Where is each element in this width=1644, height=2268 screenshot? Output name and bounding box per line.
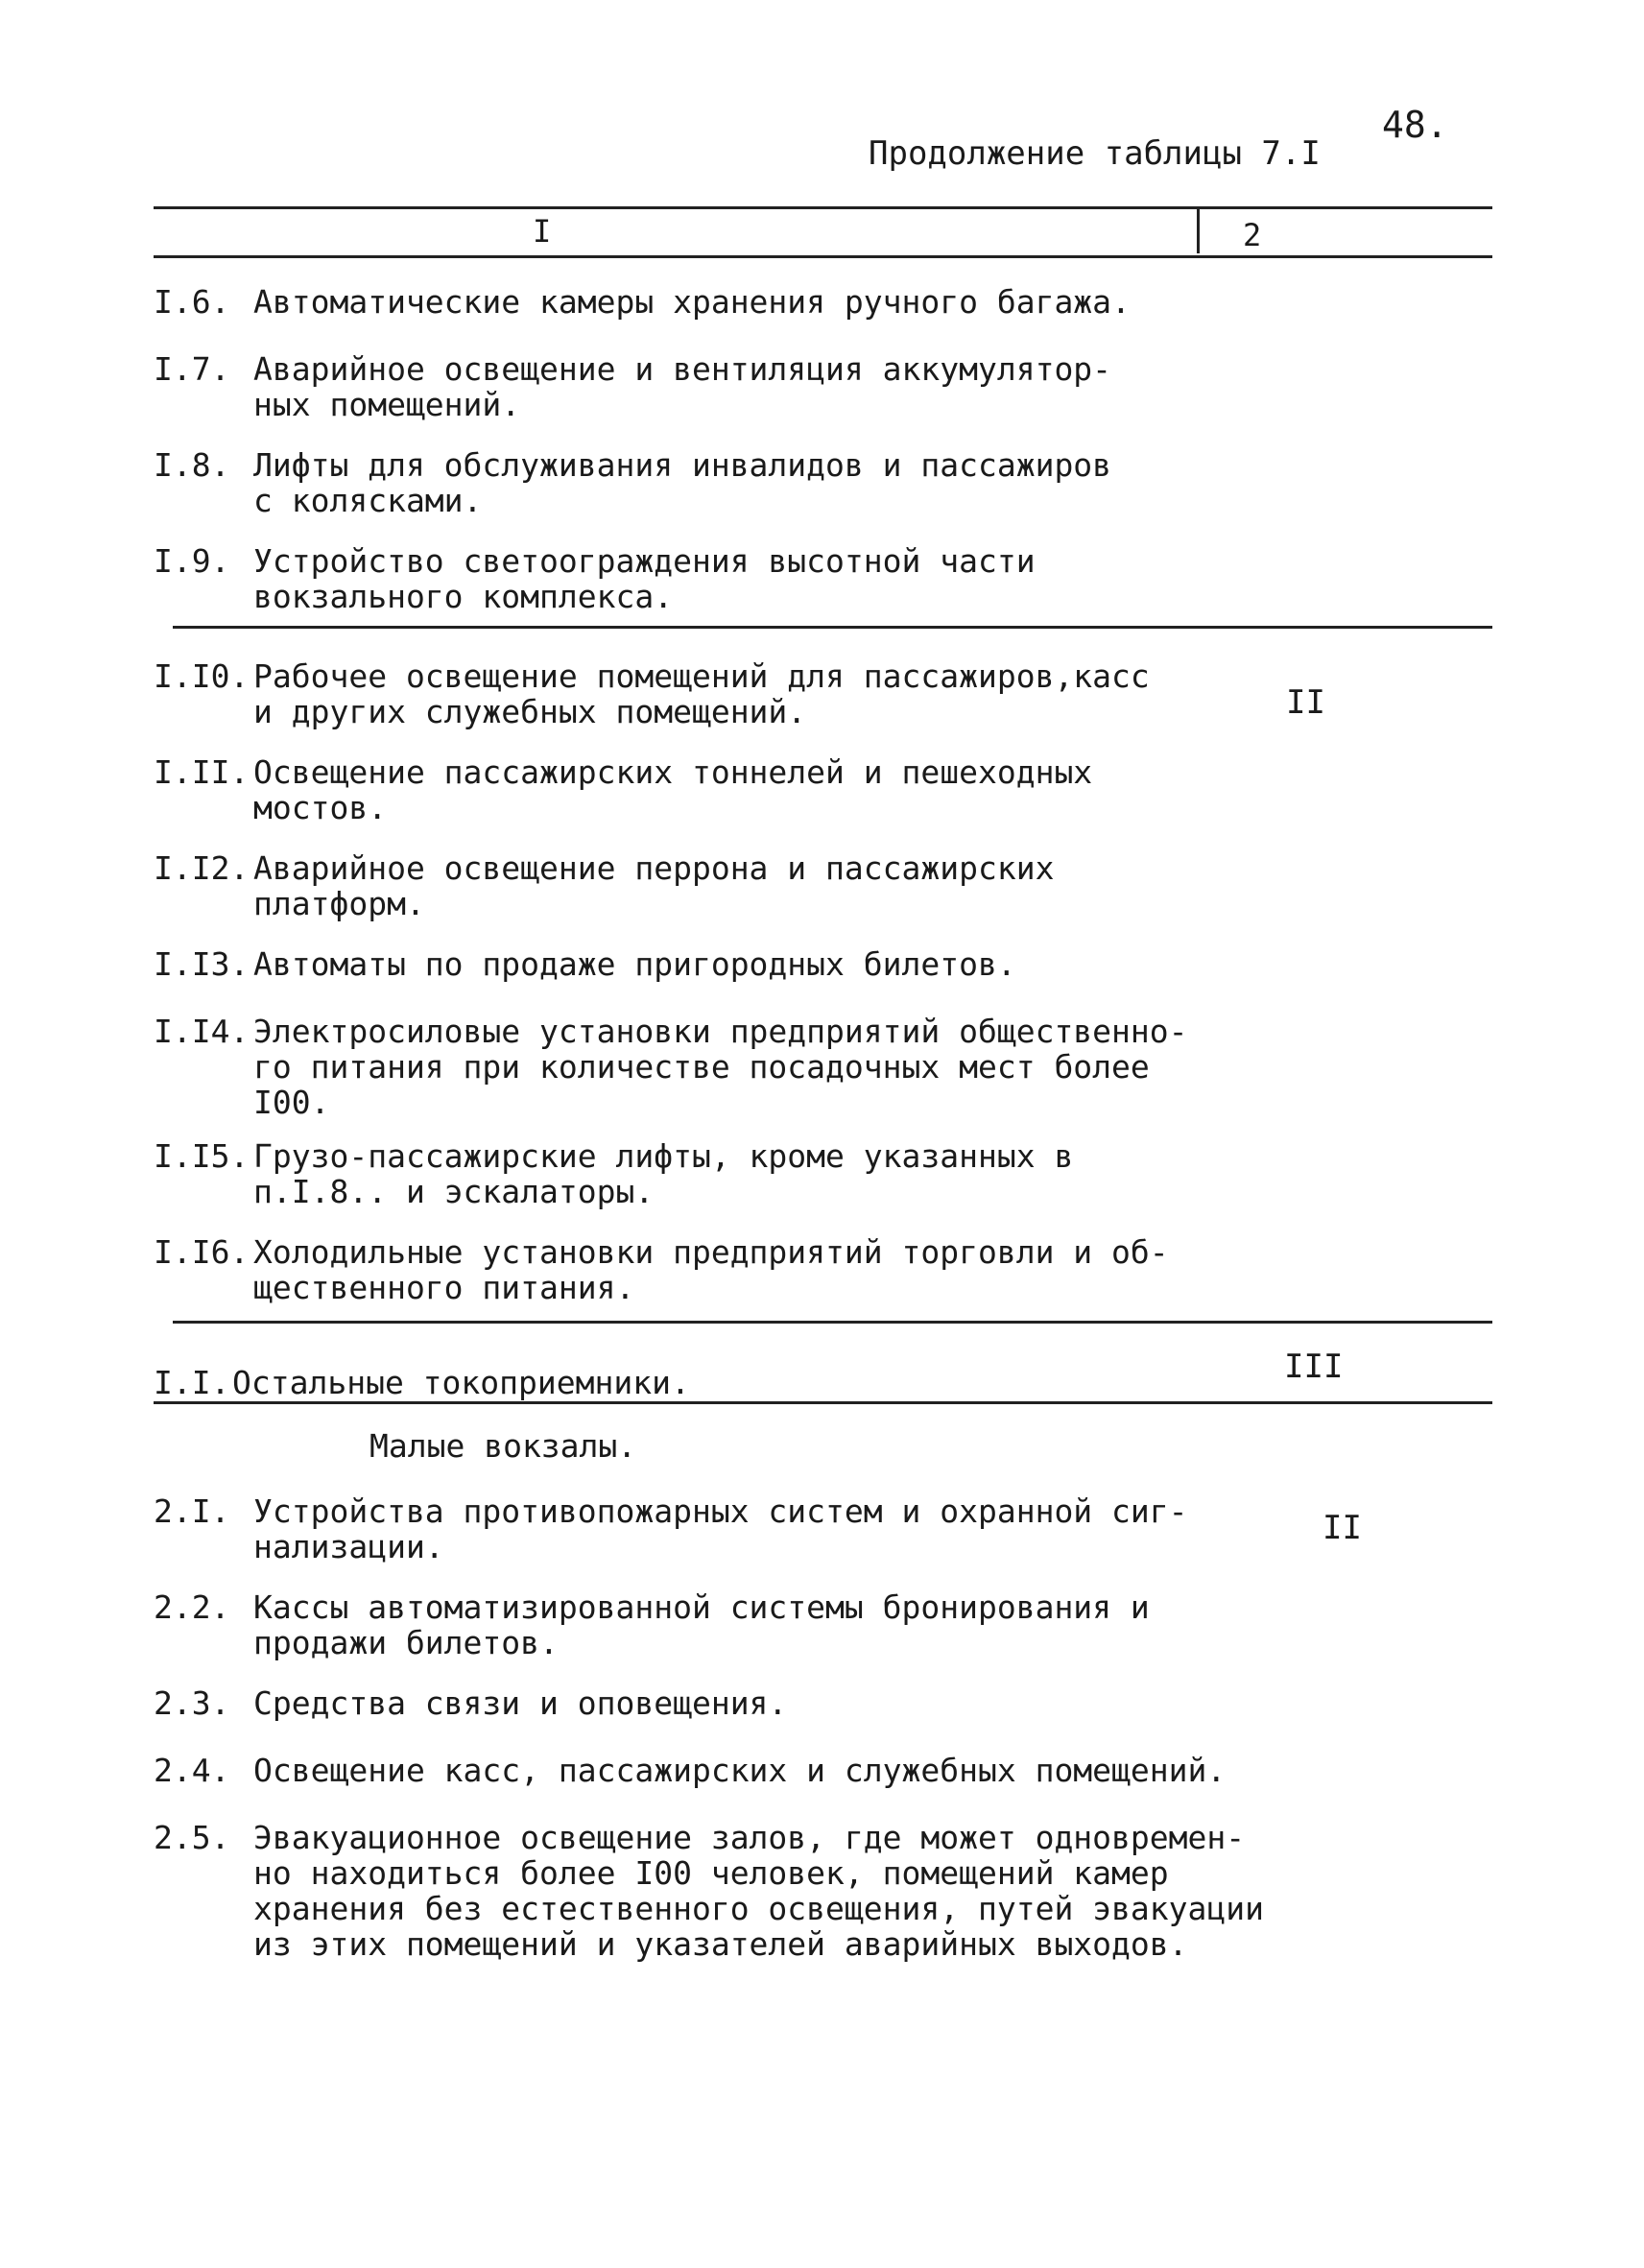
list-item [154, 1493, 1257, 1564]
list-item [154, 447, 1257, 518]
item-text: Средства связи и оповещения. [253, 1684, 788, 1722]
item-text: Остальные токоприемники. [232, 1364, 690, 1401]
item-text: Холодильные установки предприятий торговли и об- щественного питания. [253, 1233, 1169, 1306]
list-item [154, 1234, 1257, 1305]
group-divider [173, 1321, 1492, 1324]
item-text: Освещение пассажирских тоннелей и пешеходных мостов. [253, 753, 1093, 826]
item-number: 2.I. [154, 1492, 230, 1530]
list-item [154, 1365, 1257, 1400]
list-item [154, 1820, 1353, 1962]
item-number: I.I3. [154, 945, 250, 983]
item-text: Электросиловые установки предприятий общественно- го питания при количестве посадочных мест более I00. [253, 1013, 1188, 1121]
item-text: Кассы автоматизированной системы бронирования и продажи билетов. [253, 1588, 1150, 1661]
category-label: III [1284, 1348, 1344, 1386]
item-number: I.I. [154, 1364, 230, 1401]
item-number: I.I6. [154, 1233, 250, 1271]
list-item [154, 543, 1257, 614]
list-item [154, 1138, 1257, 1209]
item-number: I.7. [154, 350, 230, 388]
item-text: Автоматы по продаже пригородных билетов. [253, 945, 1016, 983]
group-divider [154, 1401, 1492, 1404]
item-number: I.I4. [154, 1013, 250, 1050]
table-header-rule [154, 255, 1492, 258]
category-label: II [1286, 683, 1325, 722]
list-item [154, 1589, 1257, 1660]
item-number: I.I5. [154, 1137, 250, 1175]
item-text: Лифты для обслуживания инвалидов и пассажиров с колясками. [253, 446, 1112, 519]
item-text: Устройство светоограждения высотной части вокзального комплекса. [253, 542, 1036, 615]
item-text: Грузо-пассажирские лифты, кроме указанных в п.I.8.. и эскалаторы. [253, 1137, 1074, 1210]
item-text: Освещение касс, пассажирских и служебных помещений. [253, 1752, 1227, 1789]
item-number: 2.5. [154, 1819, 230, 1856]
list-item [154, 1685, 1257, 1721]
item-number: I.9. [154, 542, 230, 580]
item-number: I.6. [154, 283, 230, 321]
list-item [154, 658, 1257, 729]
item-number: I.8. [154, 446, 230, 484]
list-item [154, 1014, 1257, 1120]
item-text: Автоматические камеры хранения ручного багажа. [253, 283, 1131, 321]
column-header-1: I [533, 213, 552, 250]
item-text: Эвакуационное освещение залов, где может одновремен- но находиться более I00 человек, помещений камер хранения без естественного освещения, путей эвакуации из этих помещений и указателей аварийных выходов. [253, 1819, 1264, 1963]
item-text: Устройства противопожарных систем и охранной сиг- нализации. [253, 1492, 1188, 1565]
page-number: 48. [1382, 104, 1448, 146]
section-heading: Малые вокзалы. [369, 1427, 637, 1465]
group-divider [173, 626, 1492, 629]
list-item [154, 946, 1257, 982]
table-caption: Продолжение таблицы 7.I [869, 134, 1321, 173]
column-separator [1197, 209, 1200, 253]
table-top-rule [154, 206, 1492, 209]
item-text: Аварийное освещение перрона и пассажирских платформ. [253, 849, 1055, 922]
item-number: I.II. [154, 753, 250, 791]
item-number: 2.2. [154, 1588, 230, 1626]
item-text: Аварийное освещение и вентиляция аккумулятор- ных помещений. [253, 350, 1112, 423]
column-header-2: 2 [1243, 217, 1262, 253]
category-label: II [1322, 1509, 1362, 1547]
item-number: I.I0. [154, 657, 250, 695]
list-item [154, 284, 1257, 320]
list-item [154, 351, 1257, 422]
list-item [154, 754, 1257, 825]
item-number: 2.4. [154, 1752, 230, 1789]
item-number: 2.3. [154, 1684, 230, 1722]
list-item [154, 1753, 1257, 1788]
list-item [154, 850, 1257, 921]
item-text: Рабочее освещение помещений для пассажиров,касс и других служебных помещений. [253, 657, 1150, 730]
item-number: I.I2. [154, 849, 250, 887]
